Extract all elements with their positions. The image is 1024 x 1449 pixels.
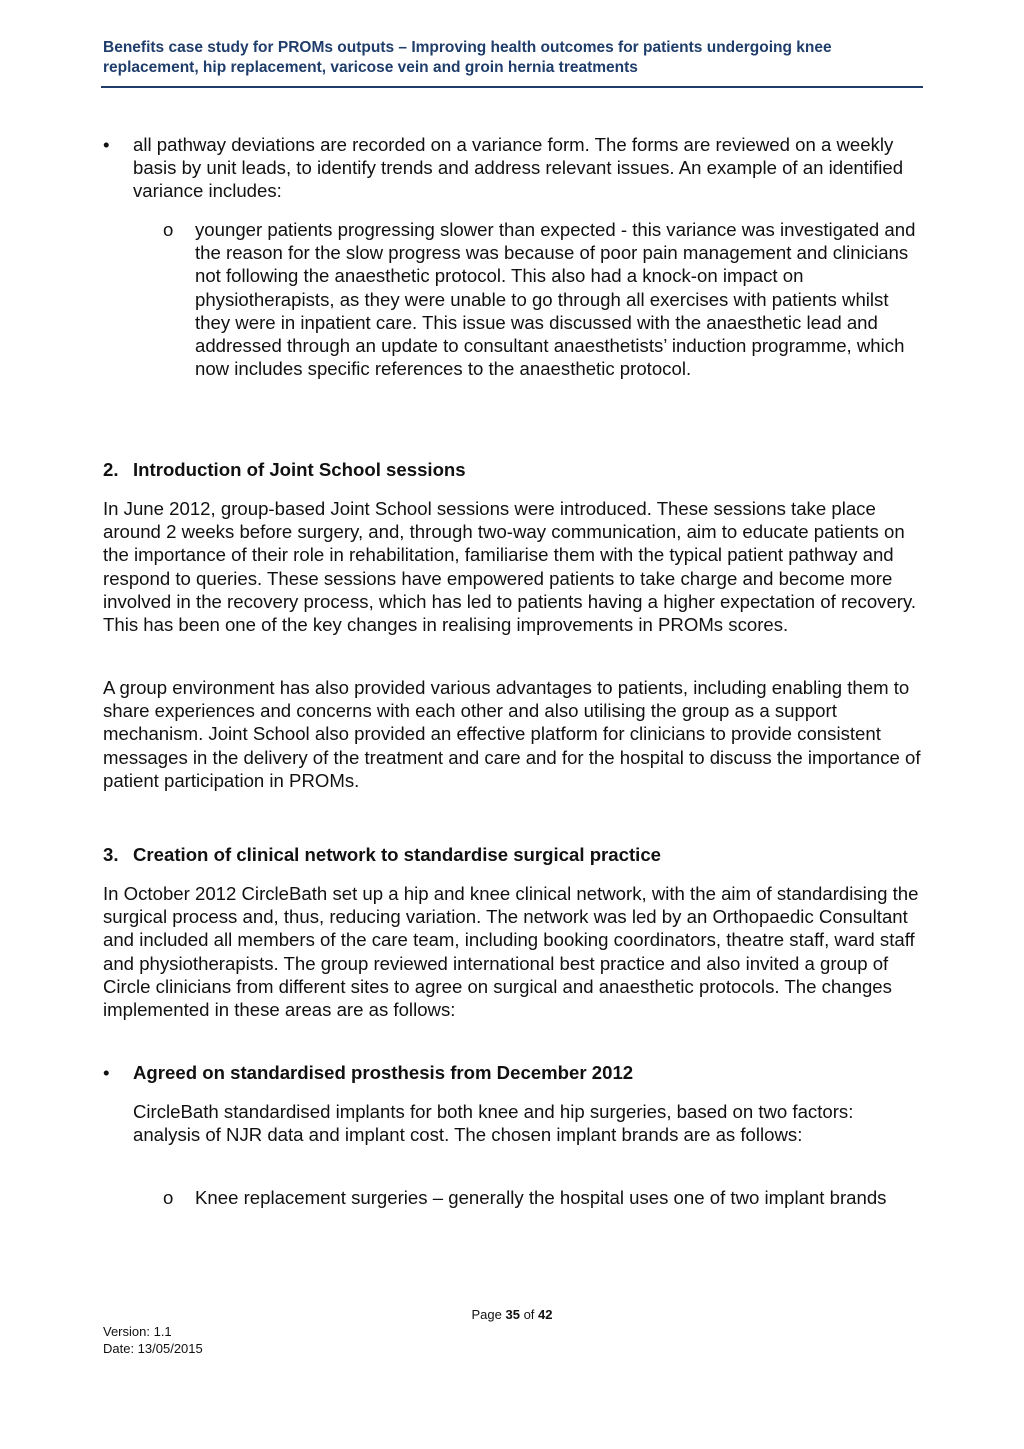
page-prefix: Page bbox=[471, 1307, 506, 1322]
bullet-marker: • bbox=[103, 1062, 110, 1083]
page-of: of bbox=[519, 1307, 539, 1322]
section-2-number: 2. bbox=[103, 459, 119, 480]
document-header-title: Benefits case study for PROMs outputs – Improving health outcomes for patients undergoing knee replacement, hip replacement, varicose vein and groin hernia treatments bbox=[103, 39, 832, 76]
bullet-text: all pathway deviations are recorded on a variance form. The forms are reviewed on a weekly basis by unit leads, to identify trends and address relevant issues. An example of an identified variance includes: bbox=[133, 134, 904, 202]
section-2-paragraph-1: In June 2012, group-based Joint School sessions were introduced. These sessions take place around 2 weeks before surgery, and, through two-way communication, aim to educate patients on the importance of their role in rehabilitation, familiarise them with the typical patient pathway and respond to queries. These sessions have empowered patients to take charge and become more involved in the recovery process, which has led to patients having a higher expectation of recovery. This has been one of the key changes in realising improvements in PROMs scores. bbox=[103, 498, 917, 636]
section-2-title: Introduction of Joint School sessions bbox=[133, 459, 466, 480]
section-2-paragraph-2: A group environment has also provided various advantages to patients, including enabling them to share experiences and concerns with each other and also utilising the group as a support mechanism. Joint School also provided an effective platform for clinicians to provide consistent messages in the delivery of the treatment and care and for the hospital to discuss the importance of patient participation in PROMs. bbox=[103, 677, 921, 791]
date-label: Date: 13/05/2015 bbox=[103, 1341, 203, 1356]
sub-bullet-text: younger patients progressing slower than expected - this variance was investigated and the reason for the slow progress was because of poor pain management and clinicians not following the anaesthetic protocol. This also had a knock-on impact on physiotherapists, as they were unable to go through all exercises with patients whilst they were in inpatient care. This issue was discussed with the anaesthetic lead and addressed through an update to consultant anaesthetists’ induction programme, which now includes specific references to the anaesthetic protocol. bbox=[195, 219, 916, 380]
current-page: 35 bbox=[505, 1307, 520, 1322]
section-2-heading bbox=[103, 458, 923, 481]
prosthesis-paragraph: CircleBath standardised implants for both knee and hip surgeries, based on two factors: analysis of NJR data and implant cost. The chosen implant brands are as follows: bbox=[133, 1101, 854, 1146]
sub-bullet-text: Knee replacement surgeries – generally the hospital uses one of two implant brands bbox=[195, 1187, 887, 1208]
section-3-heading bbox=[103, 843, 923, 866]
page-number bbox=[0, 1307, 1024, 1323]
section-3-paragraph: In October 2012 CircleBath set up a hip and knee clinical network, with the aim of standardising the surgical process and, thus, reducing variation. The network was led by an Orthopaedic Consultant and included all members of the care team, including booking coordinators, theatre staff, ward staff and physiotherapists. The group reviewed international best practice and also invited a group of Circle clinicians from different sites to agree on surgical and anaesthetic protocols. The changes implemented in these areas are as follows: bbox=[103, 883, 919, 1021]
section-3-title: Creation of clinical network to standardise surgical practice bbox=[133, 844, 662, 865]
sub-bullet-marker: o bbox=[163, 219, 174, 240]
sub-bullet-marker: o bbox=[163, 1187, 174, 1208]
document-meta bbox=[103, 1323, 203, 1357]
section-3-number: 3. bbox=[103, 844, 119, 865]
bullet-marker: • bbox=[103, 134, 110, 155]
header-divider bbox=[101, 86, 923, 88]
total-pages: 42 bbox=[538, 1307, 553, 1322]
version-label: Version: 1.1 bbox=[103, 1324, 172, 1339]
bullet-heading: Agreed on standardised prosthesis from December 2012 bbox=[133, 1062, 634, 1083]
